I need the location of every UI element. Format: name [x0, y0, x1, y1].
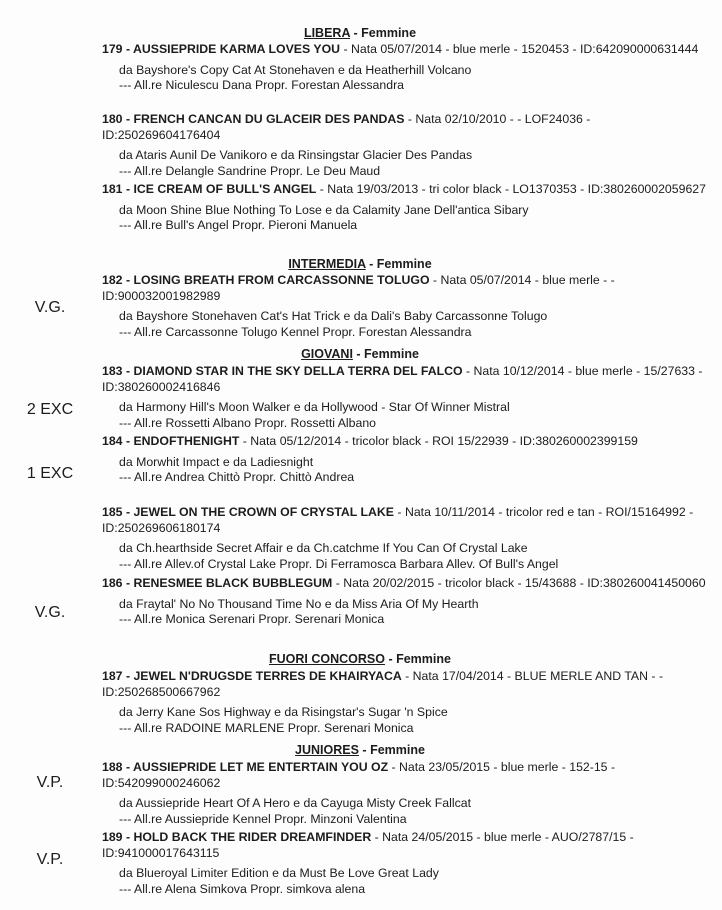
- dog-details: Nata 19/03/2013 - tri color black - LO1370353 - ID:380260002059627: [327, 182, 706, 196]
- dog-name: HOLD BACK THE RIDER DREAMFINDER: [133, 830, 372, 844]
- grade-184: 1 EXC: [26, 465, 74, 482]
- dog-name: RENESMEE BLACK BUBBLEGUM: [133, 576, 333, 590]
- entry-184: 184 - ENDOFTHENIGHT - Nata 05/12/2014 - tricolor black - ROI 15/22939 - ID:380260002399159 da Morwhit Impact e da Ladiesnight --- All.re Andrea Chittò Propr. Chittò Andrea: [102, 434, 707, 486]
- dog-details: Nata 23/05/2015 - blue merle - 152-15 - ID:542099000246062: [102, 760, 616, 790]
- section-sex: Femmine: [376, 257, 432, 271]
- entry-182: 182 - LOSING BREATH FROM CARCASSONNE TOLUGO - Nata 05/07/2014 - blue merle - - ID:900032001982989 da Bayshore Stonehaven Cat's Hat Trick e da Dali's Baby Carcassonne Tolugo --- All.re Carcassonne Tolugo Kennel Propr. Forestan Alessandra: [102, 273, 707, 340]
- dog-details: Nata 20/02/2015 - tricolor black - 15/43688 - ID:380260041450060: [343, 576, 706, 590]
- entry-title: 185 - JEWEL ON THE CROWN OF CRYSTAL LAKE: [102, 505, 394, 519]
- dog-details: Nata 10/12/2014 - blue merle - 15/27633 - ID:380260002416846: [102, 364, 703, 394]
- section-sex: Femmine: [364, 347, 419, 361]
- entry-185: 185 - JEWEL ON THE CROWN OF CRYSTAL LAKE - Nata 10/11/2014 - tricolor red e tan - ROI/15164992 - ID:250269606180174 da Ch.hearthside Secret Affair e da Ch.catchme If You Can Of Crystal Lake --- All.re Allev.of Crystal Lake Propr. Di Ferramosca Barbara Allev. Of Bull's Angel: [102, 505, 707, 572]
- dog-details: Nata 05/12/2014 - tricolor black - ROI 15/22939 - ID:380260002399159: [250, 434, 638, 448]
- section-sex: Femmine: [370, 743, 425, 757]
- dog-parents: da Bayshore Stonehaven Cat's Hat Trick e da Dali's Baby Carcassonne Tolugo: [119, 309, 548, 323]
- dog-name: LOSING BREATH FROM CARCASSONNE TOLUGO: [133, 273, 430, 287]
- entry-title: 181 - ICE CREAM OF BULL'S ANGEL: [102, 182, 317, 196]
- grade-183: 2 EXC: [26, 401, 74, 418]
- section-class: JUNIORES: [295, 743, 359, 757]
- dog-parents: da Aussiepride Heart Of A Hero e da Cayuga Misty Creek Fallcat: [119, 796, 471, 810]
- dog-name: FRENCH CANCAN DU GLACEIR DES PANDAS: [133, 112, 405, 126]
- dog-parents: da Bayshore's Copy Cat At Stonehaven e da Heatherhill Volcano: [119, 62, 472, 77]
- grade-188: V.P.: [36, 774, 64, 791]
- entry-189: 189 - HOLD BACK THE RIDER DREAMFINDER - Nata 24/05/2015 - blue merle - AUO/2787/15 - ID:941000017643115 da Blueroyal Limiter Edition e da Must Be Love Great Lady --- All.re Alena Simkova Propr. simkova alena: [102, 830, 707, 897]
- dog-parents: da Blueroyal Limiter Edition e da Must Be Love Great Lady: [119, 866, 439, 880]
- dog-owners: --- All.re Monica Serenari Propr. Serenari Monica: [119, 612, 385, 626]
- entry-number: 183: [102, 364, 123, 378]
- entry-title: 179 - AUSSIEPRIDE KARMA LOVES YOU: [102, 42, 341, 56]
- dog-details: Nata 10/11/2014 - tricolor red e tan - ROI/15164992 - ID:250269606180174: [102, 505, 694, 535]
- entry-187: 187 - JEWEL N'DRUGSDE TERRES DE KHAIRYACA - Nata 17/04/2014 - BLUE MERLE AND TAN - - ID:250268500667962 da Jerry Kane Sos Highway e da Risingstar's Sugar 'n Spice --- All.re RADOINE MARLENE Propr. Serenari Monica: [102, 669, 707, 736]
- entry-number: 186: [102, 576, 123, 590]
- dog-details: Nata 05/07/2014 - blue merle - - ID:900032001982989: [102, 273, 615, 303]
- section-heading-fuori-concorso: FUORI CONCORSO - Femmine: [269, 652, 451, 666]
- dog-owners: --- All.re Aussiepride Kennel Propr. Minzoni Valentina: [119, 811, 407, 826]
- entry-title: 183 - DIAMOND STAR IN THE SKY DELLA TERRA DEL FALCO: [102, 364, 463, 378]
- dog-parents: da Fraytal' No No Thousand Time No e da Miss Aria Of My Hearth: [119, 596, 479, 611]
- dog-owners: --- All.re Allev.of Crystal Lake Propr. Di Ferramosca Barbara Allev. Of Bull's Angel: [119, 556, 559, 571]
- entry-title: 182 - LOSING BREATH FROM CARCASSONNE TOLUGO: [102, 273, 430, 287]
- dog-name: ICE CREAM OF BULL'S ANGEL: [133, 182, 317, 196]
- dog-name: ENDOFTHENIGHT: [133, 434, 240, 448]
- dog-parents: da Ch.hearthside Secret Affair e da Ch.catchme If You Can Of Crystal Lake: [119, 541, 528, 555]
- section-class: FUORI CONCORSO: [269, 652, 385, 666]
- dog-parents: da Morwhit Impact e da Ladiesnight: [119, 454, 314, 469]
- entry-number: 181: [102, 182, 123, 196]
- dog-name: AUSSIEPRIDE LET ME ENTERTAIN YOU OZ: [133, 760, 389, 774]
- entry-number: 184: [102, 434, 123, 448]
- section-sex: Femmine: [396, 652, 451, 666]
- entry-188: 188 - AUSSIEPRIDE LET ME ENTERTAIN YOU OZ - Nata 23/05/2015 - blue merle - 152-15 - ID:542099000246062 da Aussiepride Heart Of A Hero e da Cayuga Misty Creek Fallcat --- All.re Aussiepride Kennel Propr. Minzoni Valentina: [102, 760, 707, 827]
- dog-details: Nata 05/07/2014 - blue merle - 1520453 - ID:642090000631444: [350, 42, 699, 56]
- section-heading-juniores: JUNIORES - Femmine: [295, 743, 425, 757]
- section-class: LIBERA: [303, 26, 351, 40]
- entry-179: 179 - AUSSIEPRIDE KARMA LOVES YOU - Nata 05/07/2014 - blue merle - 1520453 - ID:642090000631444 da Bayshore's Copy Cat At Stonehaven e da Heatherhill Volcano --- All.re Niculescu Dana Propr. Forestan Alessandra: [102, 42, 707, 94]
- dog-details: Nata 17/04/2014 - BLUE MERLE AND TAN - - ID:250268500667962: [102, 669, 664, 699]
- grade-189: V.P.: [36, 851, 64, 868]
- dog-parents: da Moon Shine Blue Nothing To Lose e da Calamity Jane Dell'antica Sibary: [119, 202, 529, 217]
- dog-name: DIAMOND STAR IN THE SKY DELLA TERRA DEL FALCO: [133, 364, 463, 378]
- entry-title: 180 - FRENCH CANCAN DU GLACEIR DES PANDAS: [102, 112, 405, 126]
- grade-182: V.G.: [34, 299, 66, 316]
- dog-parents: da Ataris Aunil De Vanikoro e da Rinsingstar Glacier Des Pandas: [119, 148, 473, 162]
- dog-name: AUSSIEPRIDE KARMA LOVES YOU: [133, 42, 341, 56]
- section-heading-giovani: GIOVANI - Femmine: [301, 347, 419, 361]
- section-class: GIOVANI: [301, 347, 353, 361]
- entry-number: 180: [102, 112, 123, 126]
- entry-183: 183 - DIAMOND STAR IN THE SKY DELLA TERRA DEL FALCO - Nata 10/12/2014 - blue merle - 15/27633 - ID:380260002416846 da Harmony Hill's Moon Walker e da Hollywood - Star Of Winner Mistral --- All.re Rossetti Albano Propr. Rossetti Albano: [102, 364, 707, 431]
- dog-owners: --- All.re RADOINE MARLENE Propr. Serenari Monica: [119, 720, 414, 735]
- grade-186: V.G.: [34, 604, 66, 621]
- dog-details: Nata 02/10/2010 - - LOF24036 - ID:250269604176404: [102, 112, 591, 142]
- entry-title: 186 - RENESMEE BLACK BUBBLEGUM: [102, 576, 333, 590]
- entry-number: 179: [102, 42, 123, 56]
- entry-number: 185: [102, 505, 123, 519]
- dog-owners: --- All.re Niculescu Dana Propr. Forestan Alessandra: [119, 78, 405, 92]
- section-heading-intermedia: INTERMEDIA - Femmine: [288, 257, 432, 271]
- dog-parents: da Jerry Kane Sos Highway e da Risingstar's Sugar 'n Spice: [119, 705, 448, 719]
- entry-number: 182: [102, 273, 123, 287]
- entry-180: 180 - FRENCH CANCAN DU GLACEIR DES PANDAS - Nata 02/10/2010 - - LOF24036 - ID:250269604176404 da Ataris Aunil De Vanikoro e da Rinsingstar Glacier Des Pandas --- All.re Delangle Sandrine Propr. Le Deu Maud: [102, 112, 707, 179]
- dog-name: JEWEL ON THE CROWN OF CRYSTAL LAKE: [133, 505, 394, 519]
- entry-title: 187 - JEWEL N'DRUGSDE TERRES DE KHAIRYACA: [102, 669, 402, 683]
- dog-name: JEWEL N'DRUGSDE TERRES DE KHAIRYACA: [133, 669, 402, 683]
- entry-title: 189 - HOLD BACK THE RIDER DREAMFINDER: [102, 830, 372, 844]
- entry-186: 186 - RENESMEE BLACK BUBBLEGUM - Nata 20/02/2015 - tricolor black - 15/43688 - ID:380260041450060 da Fraytal' No No Thousand Time No e da Miss Aria Of My Hearth --- All.re Monica Serenari Propr. Serenari Monica: [102, 576, 706, 626]
- entry-181: 181 - ICE CREAM OF BULL'S ANGEL - Nata 19/03/2013 - tri color black - LO1370353 - ID:380260002059627 da Moon Shine Blue Nothing To Lose e da Calamity Jane Dell'antica Sibary --- All.re Bull's Angel Propr. Pieroni Manuela: [102, 182, 706, 232]
- dog-owners: --- All.re Rossetti Albano Propr. Rossetti Albano: [119, 415, 376, 430]
- section-class: INTERMEDIA: [288, 257, 366, 271]
- entry-number: 187: [102, 669, 123, 683]
- entry-title: 188 - AUSSIEPRIDE LET ME ENTERTAIN YOU OZ: [102, 760, 389, 774]
- dog-owners: --- All.re Carcassonne Tolugo Kennel Propr. Forestan Alessandra: [119, 324, 472, 339]
- entry-number: 188: [102, 760, 123, 774]
- dog-owners: --- All.re Delangle Sandrine Propr. Le Deu Maud: [119, 163, 381, 178]
- section-heading-libera: LIBERA - Femmine: [303, 26, 417, 40]
- dog-owners: --- All.re Alena Simkova Propr. simkova alena: [119, 881, 366, 896]
- dog-owners: --- All.re Bull's Angel Propr. Pieroni Manuela: [119, 218, 358, 232]
- dog-details: Nata 24/05/2015 - blue merle - AUO/2787/15 - ID:941000017643115: [102, 830, 634, 860]
- entry-number: 189: [102, 830, 123, 844]
- section-sex: Femmine: [361, 26, 417, 40]
- dog-parents: da Harmony Hill's Moon Walker e da Hollywood - Star Of Winner Mistral: [119, 400, 510, 414]
- entry-title: 184 - ENDOFTHENIGHT: [102, 434, 240, 448]
- dog-owners: --- All.re Andrea Chittò Propr. Chittò Andrea: [119, 470, 355, 484]
